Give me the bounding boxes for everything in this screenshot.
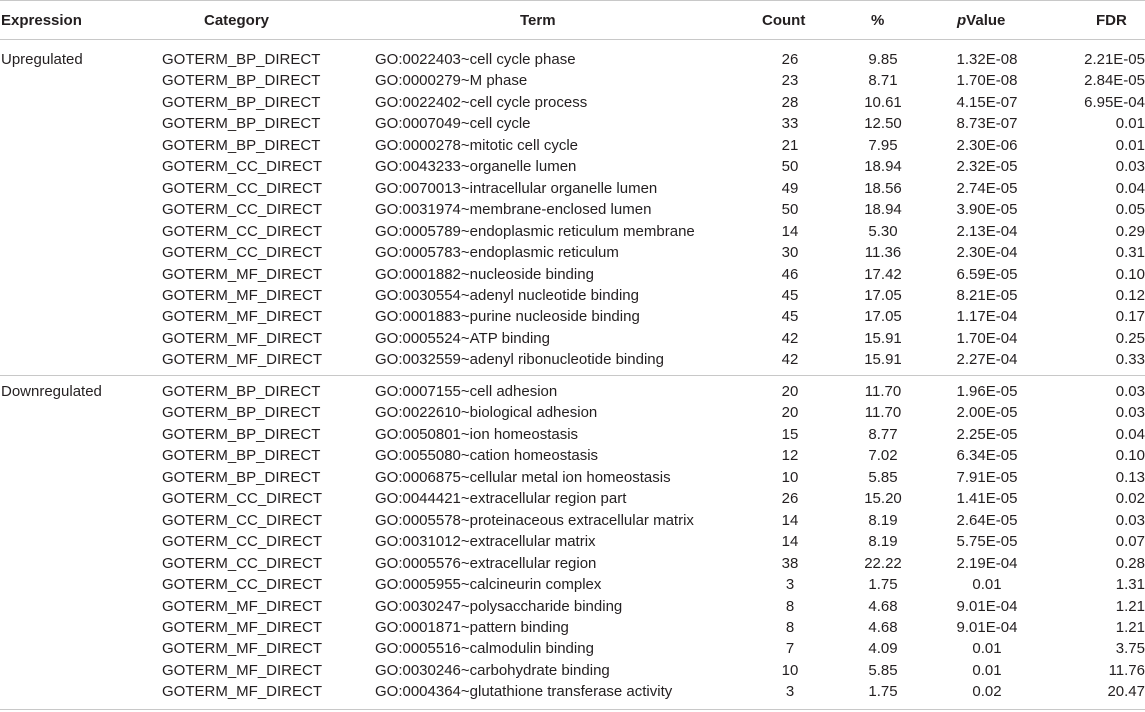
cell-category: GOTERM_CC_DIRECT (162, 554, 323, 572)
cell-term: GO:0044421~extracellular region part (375, 490, 627, 508)
cell-percent: 18.94 (864, 201, 902, 219)
table-row (0, 596, 1145, 617)
cell-percent: 7.95 (868, 136, 898, 154)
table-row (0, 349, 1145, 370)
cell-count: 23 (781, 72, 799, 90)
cell-category: GOTERM_BP_DIRECT (162, 115, 321, 133)
cell-category: GOTERM_CC_DIRECT (162, 158, 323, 176)
table-header (0, 0, 1145, 40)
cell-term: GO:0022402~cell cycle process (375, 93, 588, 111)
cell-pvalue: 1.17E-04 (956, 308, 1018, 326)
cell-term: GO:0005516~calmodulin binding (375, 640, 594, 658)
cell-percent: 17.05 (864, 286, 902, 304)
header-category: Category (204, 12, 270, 29)
cell-fdr: 0.01 (1115, 136, 1145, 154)
cell-category: GOTERM_CC_DIRECT (162, 511, 323, 529)
cell-pvalue: 1.70E-04 (956, 329, 1018, 347)
cell-count: 3 (785, 576, 795, 594)
table-row (0, 681, 1145, 702)
cell-percent: 8.71 (868, 72, 898, 90)
header-pvalue (957, 11, 1005, 31)
cell-count: 50 (781, 201, 799, 219)
cell-term: GO:0043233~organelle lumen (375, 158, 577, 176)
cell-fdr: 0.25 (1115, 329, 1145, 347)
cell-category: GOTERM_BP_DIRECT (162, 425, 321, 443)
cell-fdr: 0.03 (1115, 404, 1145, 422)
cell-fdr: 0.13 (1115, 468, 1145, 486)
cell-pvalue: 7.91E-05 (956, 468, 1018, 486)
cell-percent: 15.91 (864, 351, 902, 369)
cell-fdr: 20.47 (1107, 683, 1145, 701)
cell-fdr: 3.75 (1115, 640, 1145, 658)
cell-fdr: 0.31 (1115, 244, 1145, 262)
table-row (0, 531, 1145, 552)
cell-count: 50 (781, 158, 799, 176)
table-row (0, 221, 1145, 242)
cell-term: GO:0000279~M phase (375, 72, 528, 90)
cell-count: 33 (781, 115, 799, 133)
cell-percent: 11.70 (864, 383, 902, 400)
cell-term: GO:0001871~pattern binding (375, 618, 569, 636)
cell-fdr: 0.12 (1115, 286, 1145, 304)
cell-percent: 8.19 (868, 511, 898, 529)
table-row (0, 49, 1145, 70)
cell-percent: 1.75 (868, 683, 898, 701)
group-label: Upregulated (1, 51, 83, 68)
cell-category: GOTERM_MF_DIRECT (162, 618, 323, 636)
table-row (0, 328, 1145, 349)
header-pvalue-rest: Value (966, 12, 1006, 29)
cell-pvalue: 1.96E-05 (956, 383, 1018, 400)
cell-term: GO:0005955~calcineurin complex (375, 576, 602, 594)
cell-count: 15 (781, 425, 799, 443)
cell-percent: 7.02 (868, 447, 898, 465)
table-row (0, 660, 1145, 681)
cell-fdr: 0.04 (1115, 425, 1145, 443)
table-row (0, 467, 1145, 488)
cell-percent: 22.22 (864, 554, 902, 572)
cell-fdr: 0.01 (1115, 115, 1145, 133)
cell-fdr: 0.03 (1115, 158, 1145, 176)
cell-pvalue: 6.34E-05 (956, 447, 1018, 465)
cell-percent: 8.77 (868, 425, 898, 443)
cell-category: GOTERM_MF_DIRECT (162, 286, 323, 304)
table-row (0, 264, 1145, 285)
cell-percent: 5.85 (868, 661, 898, 679)
cell-pvalue: 6.59E-05 (956, 265, 1018, 283)
cell-count: 7 (785, 640, 795, 658)
cell-pvalue: 4.15E-07 (956, 93, 1018, 111)
cell-term: GO:0005578~proteinaceous extracellular matrix (375, 511, 694, 529)
cell-category: GOTERM_CC_DIRECT (162, 244, 323, 262)
cell-percent: 5.30 (868, 222, 898, 240)
cell-percent: 9.85 (868, 51, 898, 68)
header-percent: % (871, 12, 885, 29)
cell-count: 46 (781, 265, 799, 283)
cell-category: GOTERM_BP_DIRECT (162, 447, 321, 465)
cell-percent: 10.61 (864, 93, 902, 111)
cell-count: 42 (781, 351, 799, 369)
cell-fdr: 0.29 (1115, 222, 1145, 240)
cell-category: GOTERM_BP_DIRECT (162, 383, 321, 400)
table-row (0, 617, 1145, 638)
cell-fdr: 2.21E-05 (1084, 51, 1145, 68)
cell-count: 21 (781, 136, 799, 154)
cell-category: GOTERM_CC_DIRECT (162, 576, 323, 594)
cell-count: 49 (781, 179, 799, 197)
cell-percent: 5.85 (868, 468, 898, 486)
cell-term: GO:0000278~mitotic cell cycle (375, 136, 579, 154)
cell-percent: 8.19 (868, 533, 898, 551)
cell-term: GO:0022610~biological adhesion (375, 404, 598, 422)
table-row (0, 306, 1145, 327)
table-row (0, 402, 1145, 423)
cell-pvalue: 2.30E-06 (956, 136, 1018, 154)
cell-term: GO:0001883~purine nucleoside binding (375, 308, 640, 326)
cell-pvalue: 1.41E-05 (956, 490, 1018, 508)
table-row (0, 488, 1145, 509)
cell-pvalue: 9.01E-04 (956, 618, 1018, 636)
cell-fdr: 0.03 (1115, 511, 1145, 529)
cell-count: 14 (781, 511, 799, 529)
cell-pvalue: 2.64E-05 (956, 511, 1018, 529)
cell-fdr: 0.03 (1115, 383, 1145, 400)
cell-percent: 11.70 (864, 404, 902, 422)
group-divider (0, 375, 1145, 376)
table-row (0, 445, 1145, 466)
cell-fdr: 0.28 (1115, 554, 1145, 572)
cell-term: GO:0022403~cell cycle phase (375, 51, 576, 68)
cell-term: GO:0030246~carbohydrate binding (375, 661, 610, 679)
cell-category: GOTERM_CC_DIRECT (162, 222, 323, 240)
cell-category: GOTERM_BP_DIRECT (162, 136, 321, 154)
cell-category: GOTERM_MF_DIRECT (162, 308, 323, 326)
cell-term: GO:0004364~glutathione transferase activity (375, 683, 673, 701)
cell-pvalue: 2.30E-04 (956, 244, 1018, 262)
cell-category: GOTERM_CC_DIRECT (162, 490, 323, 508)
cell-percent: 15.20 (864, 490, 902, 508)
table-row (0, 156, 1145, 177)
cell-category: GOTERM_BP_DIRECT (162, 51, 321, 68)
cell-term: GO:0007155~cell adhesion (375, 383, 558, 400)
cell-percent: 4.68 (868, 618, 898, 636)
cell-pvalue: 2.00E-05 (956, 404, 1018, 422)
table-row (0, 553, 1145, 574)
cell-pvalue: 8.73E-07 (956, 115, 1018, 133)
cell-term: GO:0030247~polysaccharide binding (375, 597, 623, 615)
cell-category: GOTERM_MF_DIRECT (162, 683, 323, 701)
cell-count: 45 (781, 308, 799, 326)
cell-category: GOTERM_CC_DIRECT (162, 533, 323, 551)
cell-category: GOTERM_MF_DIRECT (162, 265, 323, 283)
cell-term: GO:0005524~ATP binding (375, 329, 550, 347)
table-row (0, 178, 1145, 199)
cell-category: GOTERM_MF_DIRECT (162, 351, 323, 369)
table-row (0, 638, 1145, 659)
cell-pvalue: 2.27E-04 (956, 351, 1018, 369)
table-row (0, 242, 1145, 263)
cell-fdr: 1.31 (1115, 576, 1145, 594)
cell-percent: 17.05 (864, 308, 902, 326)
cell-fdr: 0.10 (1115, 447, 1145, 465)
cell-category: GOTERM_MF_DIRECT (162, 329, 323, 347)
cell-term: GO:0055080~cation homeostasis (375, 447, 599, 465)
table-row (0, 113, 1145, 134)
cell-category: GOTERM_BP_DIRECT (162, 93, 321, 111)
cell-count: 26 (781, 490, 799, 508)
cell-count: 28 (781, 93, 799, 111)
cell-percent: 18.94 (864, 158, 902, 176)
cell-pvalue: 2.74E-05 (956, 179, 1018, 197)
cell-fdr: 11.76 (1108, 661, 1145, 679)
cell-category: GOTERM_MF_DIRECT (162, 597, 323, 615)
cell-category: GOTERM_MF_DIRECT (162, 661, 323, 679)
cell-fdr: 0.04 (1115, 179, 1145, 197)
cell-pvalue: 2.25E-05 (956, 425, 1018, 443)
table-row (0, 424, 1145, 445)
cell-term: GO:0007049~cell cycle (375, 115, 531, 133)
cell-category: GOTERM_BP_DIRECT (162, 468, 321, 486)
cell-term: GO:0005576~extracellular region (375, 554, 597, 572)
cell-term: GO:0032559~adenyl ribonucleotide binding (375, 351, 664, 369)
table-row (0, 510, 1145, 531)
cell-fdr: 0.33 (1115, 351, 1145, 369)
table-row (0, 199, 1145, 220)
table-row (0, 285, 1145, 306)
cell-fdr: 2.84E-05 (1084, 72, 1145, 90)
cell-pvalue: 3.90E-05 (956, 201, 1018, 219)
cell-pvalue: 2.19E-04 (956, 554, 1018, 572)
group-label: Downregulated (1, 383, 102, 400)
cell-percent: 12.50 (864, 115, 902, 133)
cell-count: 26 (781, 51, 799, 68)
cell-term: GO:0070013~intracellular organelle lumen (375, 179, 658, 197)
cell-term: GO:0031012~extracellular matrix (375, 533, 596, 551)
table-row (0, 381, 1145, 402)
cell-term: GO:0005783~endoplasmic reticulum (375, 244, 619, 262)
cell-pvalue: 9.01E-04 (956, 597, 1018, 615)
table-row (0, 92, 1145, 113)
cell-pvalue: 5.75E-05 (956, 533, 1018, 551)
cell-pvalue: 1.32E-08 (956, 51, 1018, 68)
cell-count: 45 (781, 286, 799, 304)
table-row (0, 70, 1145, 91)
cell-category: GOTERM_CC_DIRECT (162, 201, 323, 219)
cell-percent: 1.75 (868, 576, 898, 594)
cell-percent: 18.56 (864, 179, 902, 197)
cell-category: GOTERM_BP_DIRECT (162, 404, 321, 422)
cell-fdr: 0.17 (1115, 308, 1145, 326)
cell-percent: 11.36 (864, 244, 902, 262)
cell-fdr: 1.21 (1115, 597, 1145, 615)
cell-count: 14 (781, 222, 799, 240)
cell-count: 10 (781, 661, 799, 679)
header-pvalue-italic: p (957, 12, 967, 29)
cell-count: 20 (781, 383, 799, 400)
cell-pvalue: 0.01 (972, 661, 1002, 679)
cell-percent: 15.91 (864, 329, 902, 347)
cell-count: 42 (781, 329, 799, 347)
cell-count: 38 (781, 554, 799, 572)
table-bottom-rule (0, 709, 1145, 710)
cell-term: GO:0050801~ion homeostasis (375, 425, 579, 443)
cell-term: GO:0005789~endoplasmic reticulum membrane (375, 222, 695, 240)
cell-fdr: 0.02 (1115, 490, 1145, 508)
cell-count: 3 (785, 683, 795, 701)
cell-pvalue: 8.21E-05 (956, 286, 1018, 304)
cell-pvalue: 0.02 (972, 683, 1002, 701)
cell-category: GOTERM_CC_DIRECT (162, 179, 323, 197)
cell-fdr: 1.21 (1115, 618, 1145, 636)
cell-pvalue: 1.70E-08 (956, 72, 1018, 90)
cell-percent: 17.42 (864, 265, 902, 283)
table-row (0, 574, 1145, 595)
table-row (0, 135, 1145, 156)
cell-count: 8 (785, 597, 795, 615)
header-expression: Expression (1, 12, 82, 29)
cell-count: 14 (781, 533, 799, 551)
cell-pvalue: 0.01 (972, 576, 1002, 594)
cell-fdr: 6.95E-04 (1084, 93, 1145, 111)
cell-count: 20 (781, 404, 799, 422)
header-fdr: FDR (1096, 12, 1127, 29)
header-count: Count (762, 12, 806, 29)
cell-pvalue: 2.13E-04 (956, 222, 1018, 240)
cell-count: 10 (781, 468, 799, 486)
cell-percent: 4.09 (868, 640, 898, 658)
cell-term: GO:0031974~membrane-enclosed lumen (375, 201, 652, 219)
cell-term: GO:0001882~nucleoside binding (375, 265, 594, 283)
cell-category: GOTERM_BP_DIRECT (162, 72, 321, 90)
cell-fdr: 0.05 (1115, 201, 1145, 219)
cell-fdr: 0.07 (1115, 533, 1145, 551)
cell-term: GO:0030554~adenyl nucleotide binding (375, 286, 639, 304)
cell-pvalue: 2.32E-05 (956, 158, 1018, 176)
cell-count: 12 (781, 447, 799, 465)
cell-category: GOTERM_MF_DIRECT (162, 640, 323, 658)
cell-count: 30 (781, 244, 799, 262)
cell-count: 8 (785, 618, 795, 636)
cell-pvalue: 0.01 (972, 640, 1002, 658)
header-term: Term (520, 12, 556, 29)
cell-fdr: 0.10 (1115, 265, 1145, 283)
cell-term: GO:0006875~cellular metal ion homeostasis (375, 468, 671, 486)
cell-percent: 4.68 (868, 597, 898, 615)
